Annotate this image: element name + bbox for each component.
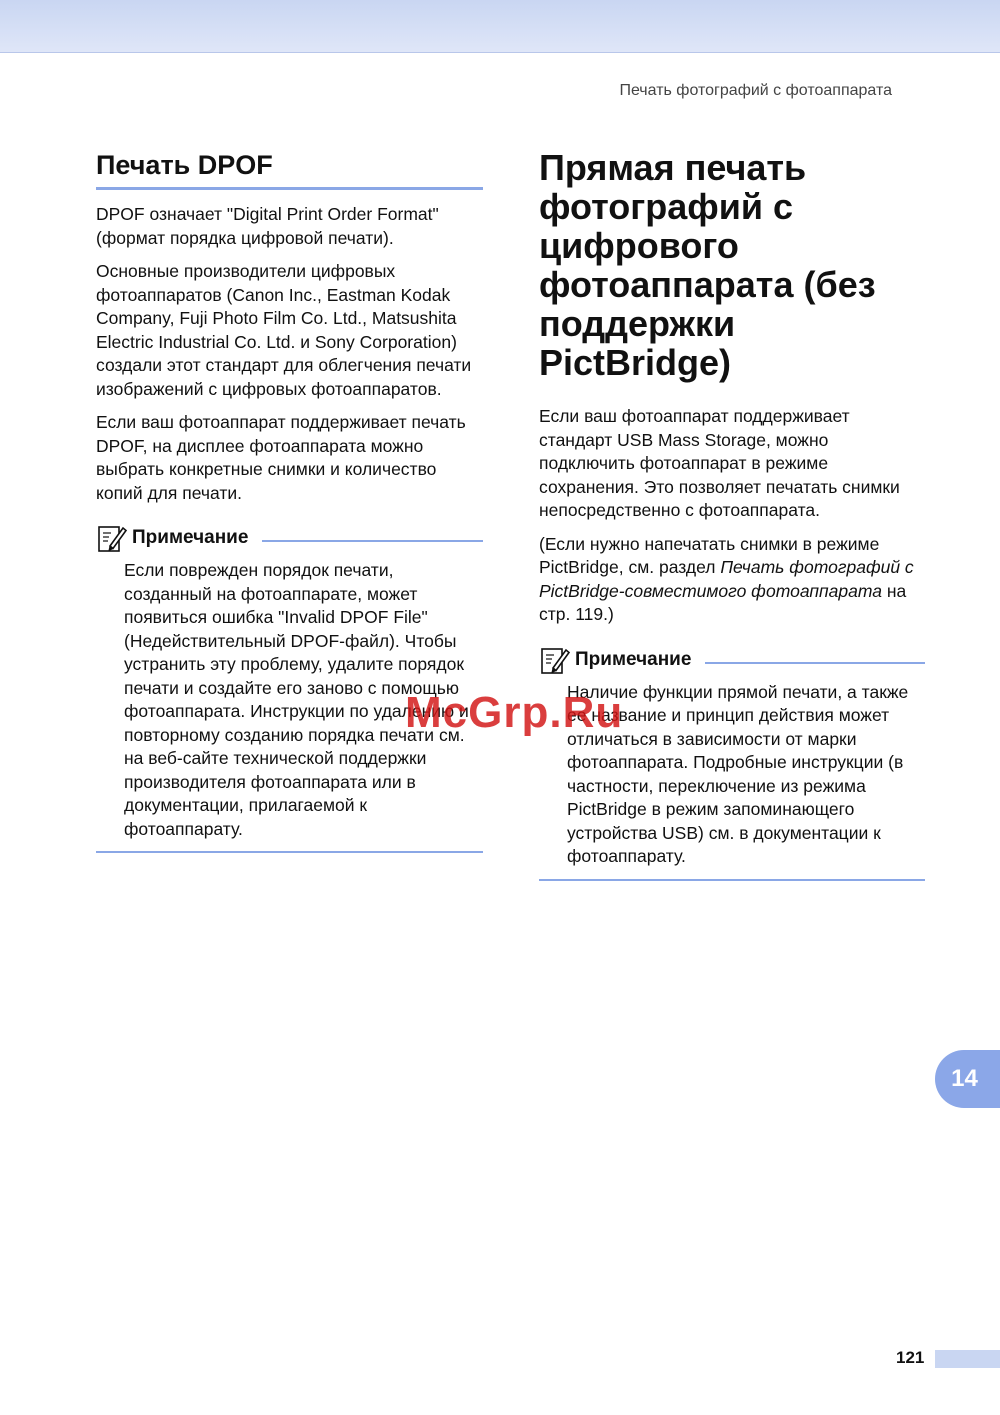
paragraph: Если ваш фотоаппарат поддерживает стандарт USB Mass Storage, можно подключить фотоаппарат в режиме сохранения. Это позволяет печатать снимки непосредственно с фотоаппарата.	[539, 406, 900, 520]
page-number-band	[935, 1350, 1000, 1368]
chapter-section-heading: Прямая печать фотографий с цифрового фотоаппарата (без поддержки PictBridge)	[539, 147, 876, 383]
reference-suffix: на стр. 119.)	[539, 580, 907, 624]
note-text: Если поврежден порядок печати, созданный на фотоаппарате, может появиться ошибка "Invalid DPOF File" (Недействительный DPOF-файл). Чтобы устранить эту проблему, удалите порядок печати и создайте его заново с помощью фотоаппарата. Инструкции по удалению и повторному созданию порядка печати см. на веб-сайте технической поддержки производителя фотоаппарата или в документации, прилагаемой к фотоаппарату.	[124, 560, 469, 839]
note-end-rule	[96, 851, 483, 853]
reference-prefix: (Если нужно напечатать снимки в режиме PictBridge, см. раздел	[539, 533, 880, 577]
watermark: McGrp.Ru	[405, 688, 624, 737]
note-header	[539, 643, 925, 677]
cross-reference-link[interactable]: Печать фотографий с PictBridge-совместимого фотоаппарата	[539, 557, 914, 601]
note-rule	[262, 540, 483, 542]
running-header: Печать фотографий с фотоаппарата	[619, 82, 892, 99]
chapter-tab: 14	[935, 1050, 1000, 1108]
note-box	[539, 643, 925, 881]
right-column	[539, 148, 925, 881]
note-label: Примечание	[575, 648, 692, 670]
page-number: 121	[896, 1348, 925, 1367]
note-pencil-icon	[539, 644, 571, 676]
note-end-rule	[539, 879, 925, 881]
paragraph: DPOF означает "Digital Print Order Format" (формат порядка цифровой печати).	[96, 204, 439, 248]
section-heading-dpof: Печать DPOF	[96, 150, 483, 190]
note-text: Наличие функции прямой печати, а также ее название и принцип действия может отличаться в зависимости от марки фотоаппарата. Подробные инструкции (в частности, переключение из режима PictBridge в режим запоминающего устройства USB) см. в документации к фотоаппарату.	[567, 681, 909, 866]
note-header	[96, 521, 483, 555]
left-column	[96, 150, 483, 853]
paragraph: Основные производители цифровых фотоаппаратов (Canon Inc., Eastman Kodak Company, Fuji Photo Film Co. Ltd., Matsushita Electric Industrial Co. Ltd. и Sony Corporation) создали этот стандарт для облегчения печати изображений с цифровых фотоаппаратов.	[96, 261, 472, 399]
note-rule	[705, 662, 925, 664]
note-label: Примечание	[132, 527, 249, 548]
paragraph-with-reference	[539, 533, 925, 627]
paragraph: Если ваш фотоаппарат поддерживает печать DPOF, на дисплее фотоаппарата можно выбрать конкретные снимки и количество копий для печати.	[96, 412, 466, 503]
note-pencil-icon	[96, 522, 128, 554]
top-band	[0, 0, 1000, 53]
note-box	[96, 521, 483, 853]
